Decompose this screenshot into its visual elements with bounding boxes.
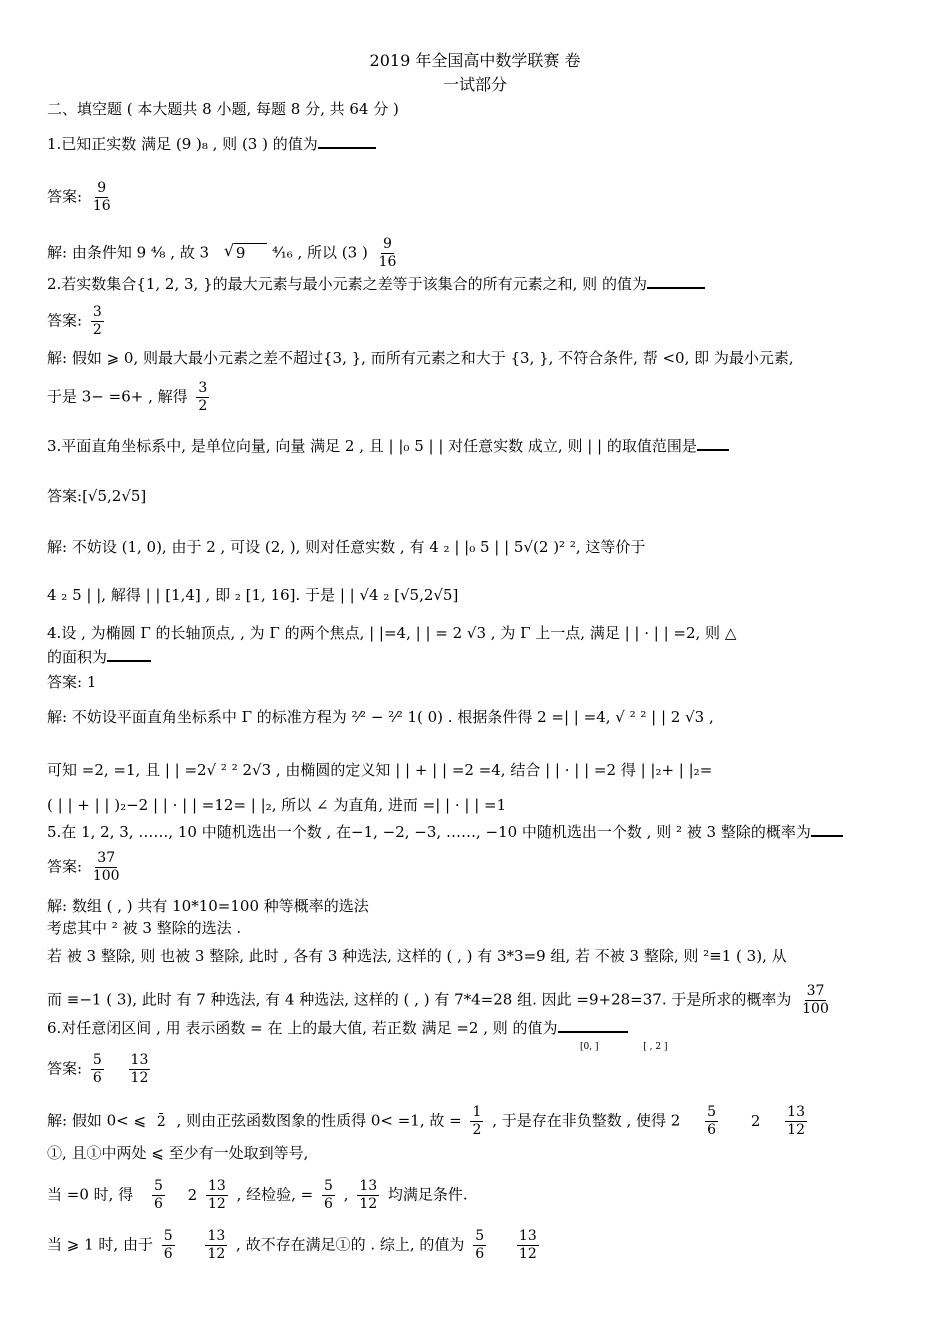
problem-4-question-line-2 (47, 647, 151, 667)
solution-fraction: $\frac{5}{6}$ (707, 1104, 717, 1138)
sqrt-expression: √ 9 (224, 243, 268, 263)
solution-fraction: $\frac{5}{6}$ (163, 1228, 173, 1262)
solution-fraction: $\frac{5}{6}$ (475, 1228, 485, 1262)
problem-5-solution-line-3: 若 被 3 整除, 则 也被 3 整除, 此时 , 各有 3 种选法, 这样的 ( , ) 有 3*3=9 组, 若 不被 3 整除, 则 ²≡1 ( 3), 从 (47, 947, 787, 965)
solution-text: 于是 3− =6+ , 解得 (47, 387, 188, 406)
answer-blank (811, 835, 843, 837)
page-title: 2019 年全国高中数学联赛 卷 (369, 51, 581, 70)
problem-6-solution-line-1 (47, 1104, 811, 1139)
problem-6-question (47, 1018, 628, 1038)
answer-blank (697, 449, 729, 451)
solution-fraction: $\frac{37}{100}$ (802, 983, 829, 1017)
problem-2-question (47, 274, 705, 294)
problem-3-text: 3.平面直角坐标系中, 是单位向量, 向量 满足 2 , 且 | |₀ 5 | | 对任意实数 成立, 则 | | 的取值范围是 (47, 437, 697, 455)
answer-label: 答案: (47, 311, 83, 330)
answer-blank (318, 147, 376, 149)
solution-text: 解: 假如 0< ⩽ (47, 1111, 147, 1130)
problem-6-solution-line-2: ①, 且①中两处 ⩽ 至少有一处取到等号, (47, 1144, 309, 1162)
answer-label: 答案: (47, 487, 83, 505)
problem-6-answer (47, 1052, 154, 1087)
page-subtitle: 一试部分 (442, 75, 507, 94)
problem-2-answer (47, 304, 108, 339)
problem-4-solution-line-2: 可知 =2, =1, 且 | | =2√ ² ² 2√3 , 由椭圆的定义知 | | + | | =2 =4, 结合 | | · | | =2 得 | |₂+ | |₂= (47, 761, 713, 779)
solution-fraction: $\frac{9}{16}$ (378, 236, 397, 270)
answer-label: 答案: (47, 857, 83, 876)
problem-1-question (47, 134, 376, 154)
solution-fraction: $\frac{13}{12}$ (787, 1104, 805, 1138)
solution-fraction: $\frac{5}{6}$ (153, 1178, 163, 1212)
solution-text: ⁴⁄₁₆ , 所以 (3 ) (272, 243, 368, 262)
answer-fraction: $\frac{37}{100}$ (92, 850, 120, 884)
answer-label: 答案: (47, 187, 83, 206)
problem-5-solution-line-4 (47, 983, 835, 1018)
subscript-interval-2: [ , 2 ] (643, 1042, 668, 1052)
problem-2-solution-line-1: 解: 假如 ⩾ 0, 则最大最小元素之差不超过{3, }, 而所有元素之和大于 {3, }, 不符合条件, 帮 <0, 即 为最小元素, (47, 349, 794, 367)
answer-blank (647, 287, 705, 289)
solution-text: , (343, 1185, 349, 1204)
problem-6-text: 6.对任意闭区间 , 用 表示函数 = 在 上的最大值, 若正数 满足 =2 , 则 的值为 (47, 1019, 558, 1037)
solution-fraction: $\frac{13}{12}$ (359, 1178, 378, 1212)
answer-fraction-2: $\frac{13}{12}$ (130, 1052, 149, 1086)
answer-label: 答案: (47, 1059, 83, 1078)
solution-text: 解: 由条件知 9 ⁴⁄₈ , 故 3 (47, 243, 210, 262)
problem-5-text: 5.在 1, 2, 3, ……, 10 中随机选出一个数 , 在−1, −2, −3, ……, −10 中随机选出一个数 , 则 ² 被 3 整除的概率为 (47, 823, 811, 841)
problem-4-text: 的面积为 (47, 648, 108, 666)
problem-3-answer (47, 486, 146, 506)
solution-fraction: $\frac{5}{6}$ (324, 1178, 333, 1212)
solution-text: , 则由正弦函数图象的性质得 0< =1, 故 = (176, 1111, 462, 1130)
solution-fraction: $\frac{1}{2}$ (472, 1104, 482, 1138)
problem-5-solution-line-1: 解: 数组 ( , ) 共有 10*10=100 种等概率的选法 (47, 897, 369, 915)
solution-text: , 故不存在满足①的 . 综上, 的值为 (236, 1235, 465, 1254)
problem-2-solution-line-2 (47, 380, 213, 415)
problem-3-solution-line-1: 解: 不妨设 (1, 0), 由于 2 , 可设 (2, ), 则对任意实数 , 有 4 ₂ | |₀ 5 | | 5√(2 )² ², 这等价于 (47, 538, 646, 556)
subscript-interval-1: [0, ] (580, 1042, 599, 1052)
solution-fraction: $\frac{13}{12}$ (518, 1228, 537, 1262)
solution-text: 2 (187, 1185, 198, 1204)
problem-4-solution-line-1: 解: 不妨设平面直角坐标系中 Γ 的标准方程为 ²⁄² − ²⁄² 1( 0) . 根据条件得 2 =| | =4, √ ² ² | | 2 √3 , (47, 708, 714, 726)
solution-fraction: 2 (156, 1113, 166, 1130)
answer-value: [√5,2√5] (82, 487, 147, 505)
problem-3-question (47, 436, 729, 456)
problem-1-answer (47, 180, 117, 215)
problem-5-question (47, 822, 843, 842)
solution-text: 均满足条件. (387, 1185, 468, 1204)
solution-text: 当 =0 时, 得 (47, 1185, 134, 1204)
solution-text: 当 ⩾ 1 时, 由于 (47, 1235, 153, 1254)
solution-text: , 经检验, = (236, 1185, 314, 1204)
problem-4-question-line-1: 4.设 , 为椭圆 Γ 的长轴顶点, , 为 Γ 的两个焦点, | |=4, | | = 2 √3 , 为 Γ 上一点, 满足 | | · | | =2, 则 △ (47, 624, 737, 642)
problem-1-text: 1.已知正实数 满足 (9 )₈ , 则 (3 ) 的值为 (47, 135, 318, 153)
solution-text: 2 (750, 1111, 761, 1130)
solution-text: , 于是存在非负整数 , 使得 2 (492, 1111, 681, 1130)
problem-6-solution-line-4 (47, 1228, 543, 1263)
answer-blank (558, 1031, 628, 1033)
answer-fraction-1: $\frac{5}{6}$ (92, 1052, 102, 1086)
solution-fraction: $\frac{3}{2}$ (198, 380, 208, 414)
problem-3-solution-line-2: 4 ₂ 5 | |, 解得 | | [1,4] , 即 ₂ [1, 16]. 于是 | | √4 ₂ [√5,2√5] (47, 586, 459, 604)
problem-5-solution-line-2: 考虑其中 ² 被 3 整除的选法 . (47, 919, 242, 937)
problem-4-answer: 答案: 1 (47, 673, 97, 691)
problem-4-solution-line-3: ( | | + | | )₂−2 | | · | | =12= | |₂, 所以 ∠ 为直角, 进而 =| | · | | =1 (47, 796, 507, 814)
answer-fraction: $\frac{9}{16}$ (92, 180, 111, 214)
answer-blank (107, 660, 151, 662)
solution-text: 而 ≡−1 ( 3), 此时 有 7 种选法, 有 4 种选法, 这样的 ( , ) 有 7*4=28 组. 因此 =9+28=37. 于是所求的概率为 (47, 990, 792, 1009)
solution-fraction: $\frac{13}{12}$ (207, 1228, 226, 1262)
problem-6-solution-line-3 (47, 1178, 468, 1213)
problem-5-answer (47, 850, 126, 885)
section-heading: 二、填空题 ( 本大题共 8 小题, 每题 8 分, 共 64 分 ) (47, 100, 399, 118)
answer-fraction: $\frac{3}{2}$ (92, 304, 102, 338)
problem-2-text: 2.若实数集合{1, 2, 3, }的最大元素与最小元素之差等于该集合的所有元素之和, 则 的值为 (47, 275, 647, 293)
problem-1-solution (47, 236, 402, 271)
solution-fraction: $\frac{13}{12}$ (208, 1178, 226, 1212)
